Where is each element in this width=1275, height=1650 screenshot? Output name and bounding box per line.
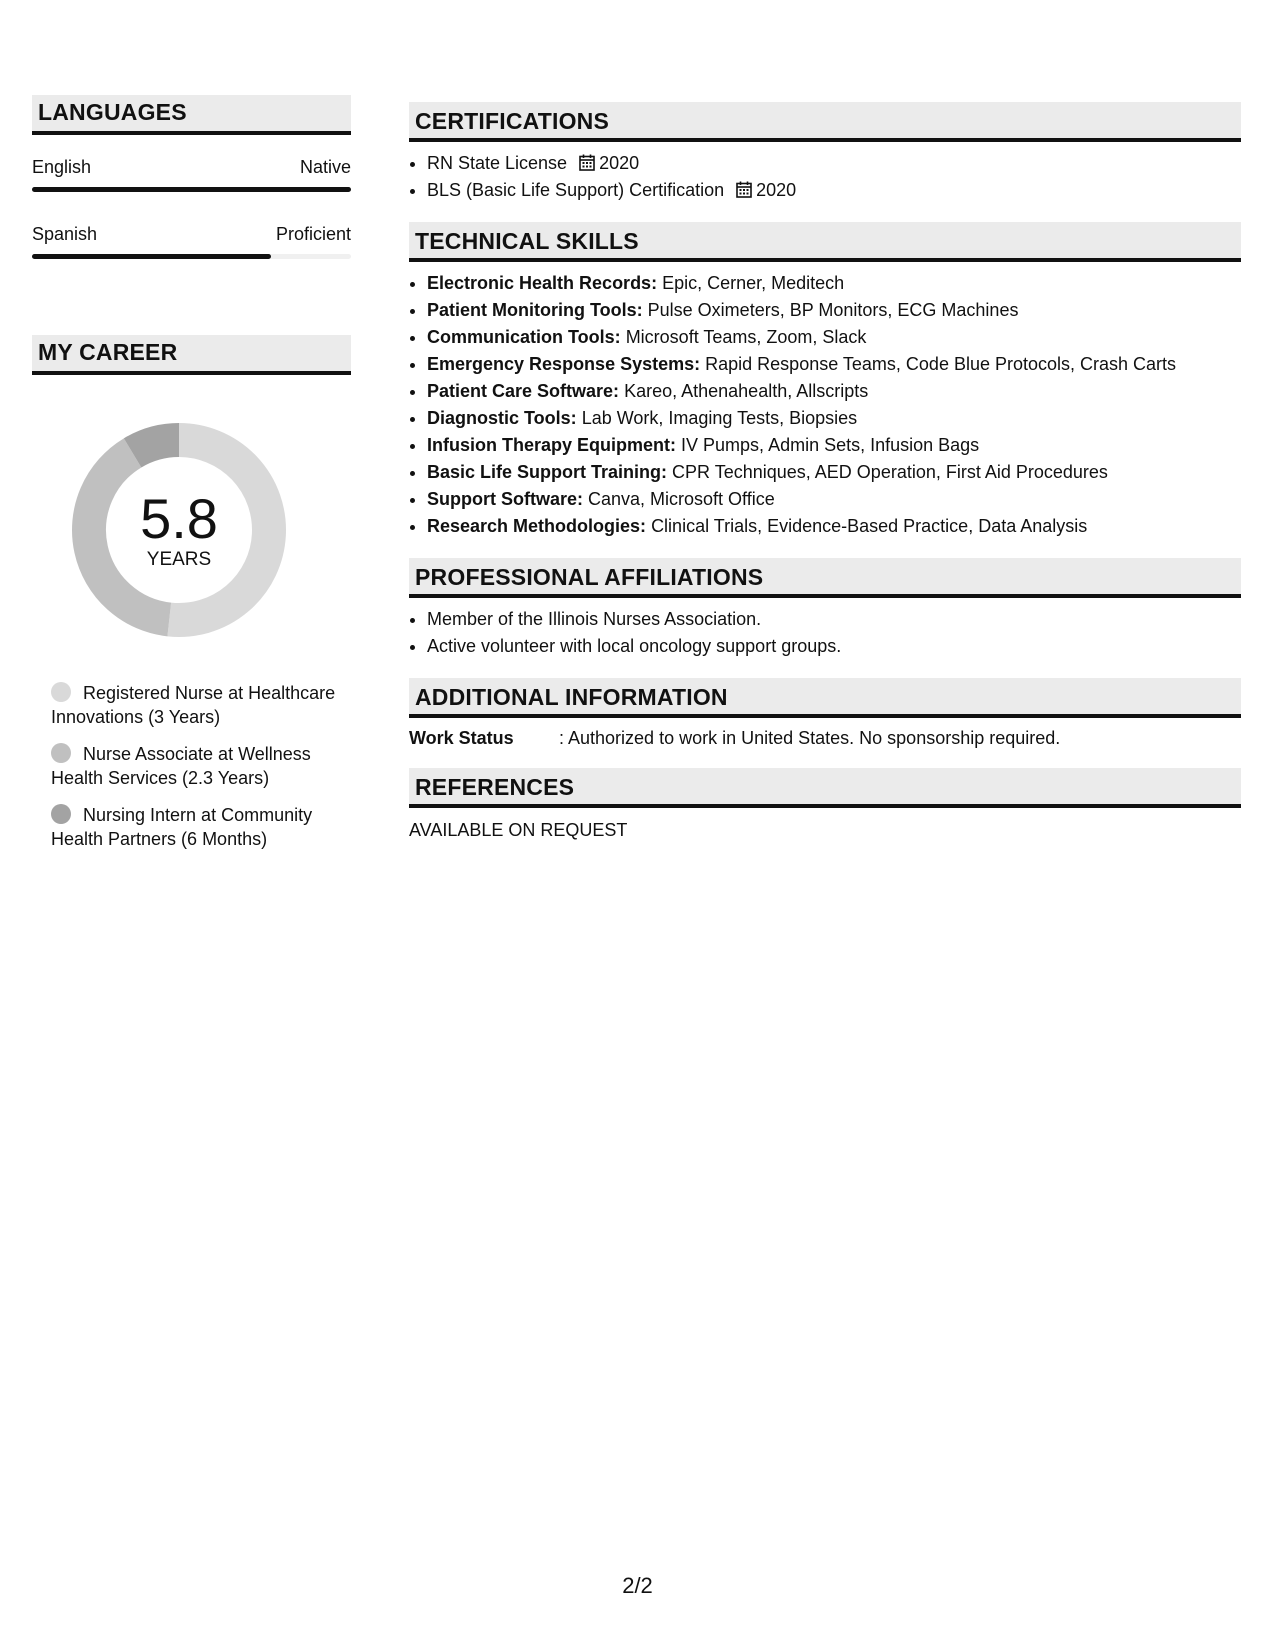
skill-value: Microsoft Teams, Zoom, Slack <box>625 327 867 347</box>
skill-value: Canva, Microsoft Office <box>588 489 775 509</box>
language-bar-fill <box>32 187 351 192</box>
language-name: English <box>32 157 92 177</box>
skill-item <box>427 297 1241 324</box>
career-legend-item <box>51 742 351 790</box>
legend-dot <box>51 682 71 702</box>
language-spanish <box>32 222 351 259</box>
left-column <box>32 95 351 864</box>
certification-item <box>427 150 1241 177</box>
skill-value: IV Pumps, Admin Sets, Infusion Bags <box>681 435 980 455</box>
calendar-icon <box>736 181 752 198</box>
career-donut-chart <box>66 417 292 643</box>
career-legend-item <box>51 681 351 729</box>
skill-value: Lab Work, Imaging Tests, Biopsies <box>581 408 858 428</box>
work-status-row <box>409 726 1241 750</box>
language-bar-fill <box>32 254 271 259</box>
skill-item <box>427 351 1241 378</box>
work-status-label: Work Status <box>409 728 514 748</box>
certifications-heading: CERTIFICATIONS <box>409 102 1241 142</box>
legend-dot <box>51 804 71 824</box>
languages-heading: LANGUAGES <box>32 95 351 135</box>
language-level: Proficient <box>275 224 351 244</box>
skill-name: Communication Tools: <box>427 327 621 347</box>
legend-dot <box>51 743 71 763</box>
language-english <box>32 155 351 192</box>
skill-name: Support Software: <box>427 489 583 509</box>
skill-name: Basic Life Support Training: <box>427 462 668 482</box>
career-legend-item <box>51 803 351 851</box>
skill-value: Epic, Cerner, Meditech <box>662 273 845 293</box>
additional-info-heading: ADDITIONAL INFORMATION <box>409 678 1241 718</box>
references-text: AVAILABLE ON REQUEST <box>409 820 628 840</box>
skill-name: Patient Monitoring Tools: <box>427 300 643 320</box>
page-number: 2/2 <box>622 1573 653 1598</box>
skill-value: Pulse Oximeters, BP Monitors, ECG Machines <box>647 300 1019 320</box>
certification-name: RN State License <box>427 153 568 173</box>
career-heading: MY CAREER <box>32 335 351 375</box>
career-total-value: 5.8 <box>140 487 218 550</box>
references-section <box>409 768 1241 842</box>
skill-name: Diagnostic Tools: <box>427 408 577 428</box>
skill-name: Patient Care Software: <box>427 381 620 401</box>
legend-label: Registered Nurse at Healthcare Innovations (3 Years) <box>51 683 336 727</box>
skill-name: Electronic Health Records: <box>427 273 658 293</box>
certification-year: 2020 <box>756 180 797 200</box>
language-bar <box>32 254 351 259</box>
language-bar <box>32 187 351 192</box>
skill-value: CPR Techniques, AED Operation, First Aid Procedures <box>672 462 1108 482</box>
work-status-value: : Authorized to work in United States. No sponsorship required. <box>559 728 1061 748</box>
certifications-section <box>409 102 1241 204</box>
skill-item <box>427 324 1241 351</box>
technical-skills-section <box>409 222 1241 540</box>
skill-name: Research Methodologies: <box>427 516 647 536</box>
right-column <box>409 102 1241 842</box>
skill-item <box>427 270 1241 297</box>
certification-name: BLS (Basic Life Support) Certification <box>427 180 725 200</box>
certification-item <box>427 177 1241 204</box>
skill-item <box>427 486 1241 513</box>
references-heading: REFERENCES <box>409 768 1241 808</box>
affiliations-heading: PROFESSIONAL AFFILIATIONS <box>409 558 1241 598</box>
skill-name: Emergency Response Systems: <box>427 354 701 374</box>
skill-item <box>427 378 1241 405</box>
language-level: Native <box>299 157 351 177</box>
skill-item <box>427 459 1241 486</box>
career-legend <box>51 681 351 851</box>
legend-label: Nursing Intern at Community Health Partners (6 Months) <box>51 805 313 849</box>
skill-item <box>427 513 1241 540</box>
skill-item <box>427 405 1241 432</box>
language-name: Spanish <box>32 224 98 244</box>
certification-year: 2020 <box>599 153 640 173</box>
affiliation-item: • Member of the Illinois Nurses Association. <box>427 606 1241 633</box>
affiliation-item: • Active volunteer with local oncology support groups. <box>427 633 1241 660</box>
skill-value: Clinical Trials, Evidence-Based Practice, Data Analysis <box>651 516 1088 536</box>
skill-item <box>427 432 1241 459</box>
career-total-unit: YEARS <box>146 549 212 570</box>
skill-name: Infusion Therapy Equipment: <box>427 435 677 455</box>
additional-info-section <box>409 678 1241 750</box>
calendar-icon <box>579 154 595 171</box>
technical-skills-heading: TECHNICAL SKILLS <box>409 222 1241 262</box>
legend-label: Nurse Associate at Wellness Health Services (2.3 Years) <box>51 744 311 788</box>
skill-value: Rapid Response Teams, Code Blue Protocols, Crash Carts <box>705 354 1177 374</box>
skill-value: Kareo, Athenahealth, Allscripts <box>624 381 869 401</box>
affiliations-section <box>409 558 1241 660</box>
